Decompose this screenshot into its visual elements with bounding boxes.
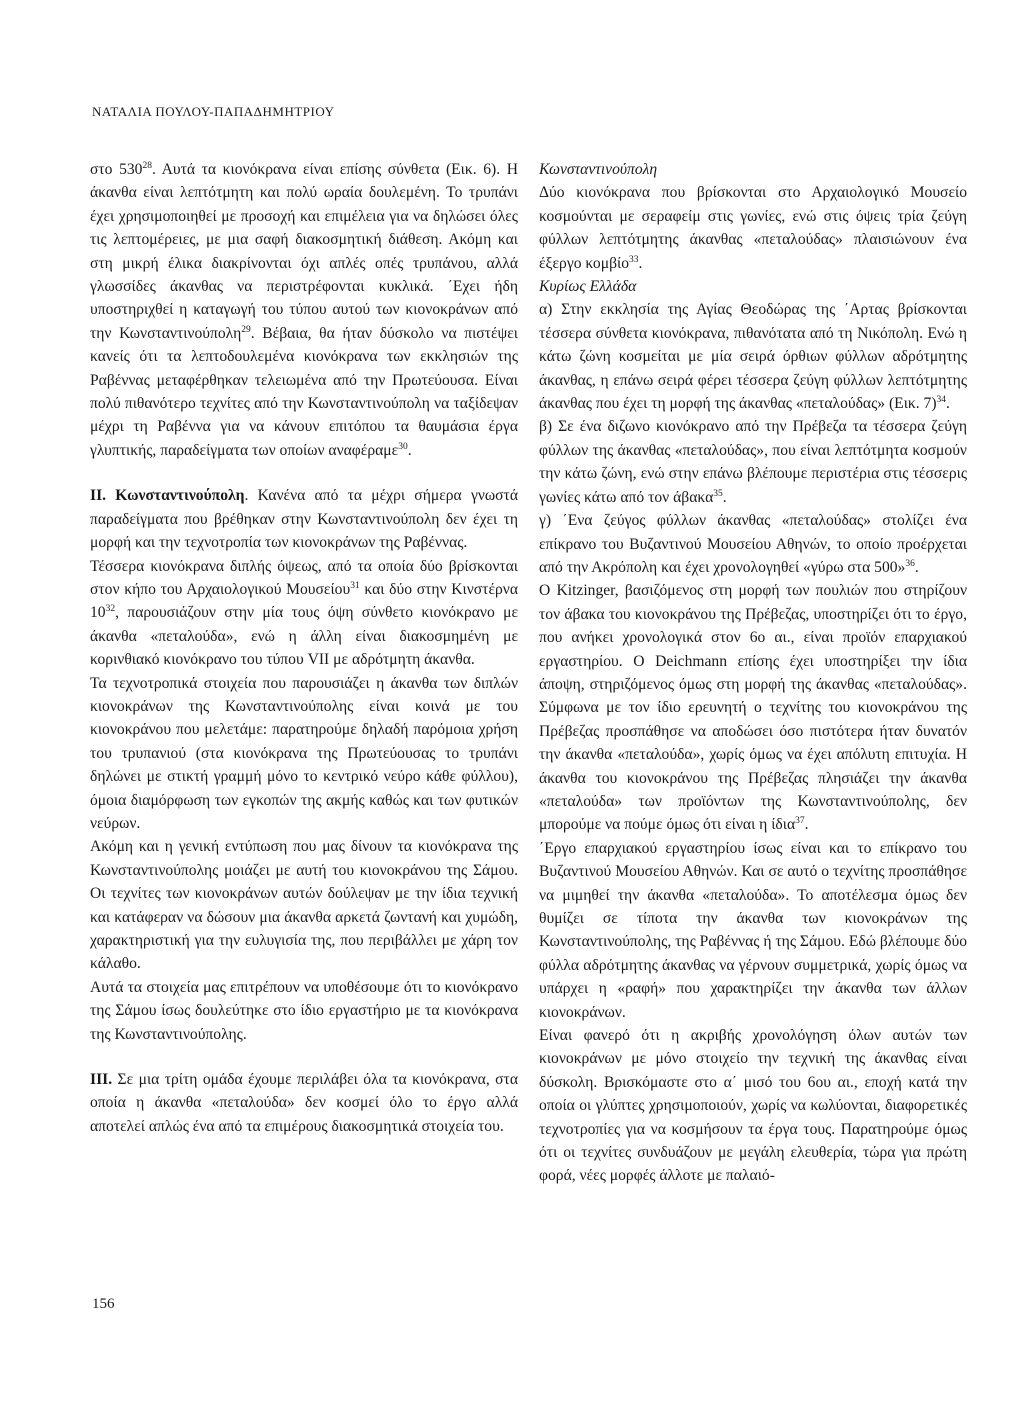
footnote-ref: 30 xyxy=(398,441,408,452)
right-column xyxy=(539,158,967,1188)
footnote-ref: 35 xyxy=(713,488,723,499)
footnote-ref: 32 xyxy=(105,604,116,615)
section-heading: ΙΙΙ. xyxy=(90,1071,113,1089)
footnote-ref: 33 xyxy=(629,254,639,265)
paragraph: Ο Kitzinger, βασιζόμενος στη μορφή των πουλιών που στηρίζουν τον άβακα του κιονοκράνου της Πρέβεζας, υποστηρίζει ότι το έργο, που ανήκει χρονολογικά στον 6ο αι., είναι προϊόν επαρχιακού εργαστηρίου. Ο Deichmann επίσης έχει υποστηρίξει την ίδια άποψη, στηριζόμενος όμως στη μορφή της άκανθας «πεταλούδας». Σύμφωνα με τον ίδιο ερευνητή ο τεχνίτης του κιονοκράνου της Πρέβεζας προσπάθησε να αποδώσει όσο πιστότερα ήταν δυνατόν την άκανθα «πεταλούδα», χωρίς όμως να έχει απόλυτη επιτυχία. Η άκανθα του κιονοκράνου της Πρέβεζας πλησιάζει την άκανθα «πεταλούδα» των προϊόντων της Κωνσταντινούπολης, δεν μπορούμε να πούμε όμως ότι είναι η ίδια$^{37}$. xyxy=(539,582,967,834)
paragraph: ΙΙΙ. Σε μια τρίτη ομάδα έχουμε περιλάβει όλα τα κιονόκρανα, στα οποία η άκανθα «πεταλούδα» δεν κοσμεί όλο το έργο αλλά αποτελεί απλώς ένα από τα επιμέρους διακοσμητικά στοιχεία του. xyxy=(90,1071,518,1135)
footnote-ref: 37 xyxy=(795,816,805,827)
paragraph: Είναι φανερό ότι η ακριβής χρονολόγηση όλων αυτών των κιονοκράνων με μόνο στοιχείο την τεχνική της άκανθας είναι δύσκολη. Βρισκόμαστε στο α΄ μισό του 6ου αι., εποχή κατά την οποία οι γλύπτες χρησιμοποιούν, χωρίς να κωλύονται, διαφορετικές τεχνοτροπίες για να κοσμήσουν τα έργα τους. Παρατηρούμε όμως ότι οι τεχνίτες συνδυάζουν με μεγάλη ελευθερία, τώρα για πρώτη φορά, νέες μορφές άλλοτε με παλαιό- xyxy=(539,1027,967,1185)
footnote-ref: 31 xyxy=(350,580,360,591)
paragraph: β) Σε ένα διζωνο κιονόκρανο από την Πρέβεζα τα τέσσερα ζεύγη φύλλων της άκανθας «πεταλούδας», που είναι λεπτότμητα κοσμούν την κάτω ζώνη, ενώ στην επάνω βλέπουμε περιστέρια στις τέσσερις γωνίες κάτω από τον άβακα$^{35}$. xyxy=(539,418,967,506)
footnote-ref: 29 xyxy=(241,324,251,335)
paragraph: Δύο κιονόκρανα που βρίσκονται στο Αρχαιολογικό Μουσείο κοσμούνται με σεραφείμ στις γωνίες, ενώ στις όψεις τρία ζεύγη φύλλων λεπτότμητης άκανθας «πεταλούδας» πλαισιώνουν ένα έξεργο κομβίο$^{33}$. xyxy=(539,184,967,272)
section-heading: ΙΙ. Κωνσταντινούπολη xyxy=(90,487,245,505)
footnote-ref: 36 xyxy=(905,558,915,569)
footnote-ref: 34 xyxy=(936,394,947,405)
paragraph: στο $530^{28}$. Αυτά τα κιονόκρανα είναι επίσης σύνθετα (Εικ. 6). Η άκανθα είναι λεπτότμητη και πολύ ωραία δουλεμένη. Το τρυπάνι έχει χρησιμοποιηθεί με προσοχή και επιμέλεια για να δηλώσει όλες τις λεπτομέρειες, με μια σαφή διακοσμητική διάθεση. Ακόμη και στη μικρή έλικα διακρίνονται όχι απλές οπές τρυπάνου, αλλά γλωσσίδες άκανθας να περιστρέφονται κυκλικά. ΄Εχει ήδη υποστηριχθεί η καταγωγή του τύπου αυτού των κιονοκράνων από την Κωνσταντινούπολη$^{29}$. Βέβαια, θα ήταν δύσκολο να πιστέψει κανείς ότι τα λεπτοδουλεμένα κιονόκρανα των εκκλησιών της Ραβέννας μεταφέρθηκαν τελειωμένα από την Πρωτεύουσα. Είναι πολύ πιθανότερο τεχνίτες από την Κωνσταντινούπολη να ταξίδεψαν μέχρι τη Ραβέννα για να κάνουν επιτόπου τα θαυμάσια έργα γλυπτικής, παραδείγματα των οποίων αναφέραμε$^{30}$. xyxy=(90,160,519,459)
page-number: 156 xyxy=(92,1296,115,1312)
paragraph: Τα τεχνοτροπικά στοιχεία που παρουσιάζει η άκανθα των διπλών κιονοκράνων της Κωνσταντινούπολης είναι κοινά με του κιονοκράνου που μελετάμε: παρατηρούμε δηλαδή παρόμοια χρήση του τρυπανιού (στα κιονόκρανα της Πρωτεύουσας το τρυπάνι δηλώνει με στικτή γραμμή μόνο το κεντρικό νεύρο κάθε φύλλου), όμοια διαμόρφωση των εγκοπών της ακμής καθώς και των φυτικών νεύρων. xyxy=(90,674,518,832)
paragraph: Τέσσερα κιονόκρανα διπλής όψεως, από τα οποία δύο βρίσκονται στον κήπο του Αρχαιολογικού Μουσείου$^{31}$ και δύο στην Κινστέρνα $10^{32}$, παρουσιάζουν στην μία τους όψη σύνθετο κιονόκρανο με άκανθα «πεταλούδα», ενώ η άλλη είναι διακοσμημένη με κορινθιακό κιονόκρανο του τύπου VII με αδρότμητη άκανθα. xyxy=(90,557,518,669)
paragraph: ΙΙ. Κωνσταντινούπολη. Κανένα από τα μέχρι σήμερα γνωστά παραδείγματα που βρέθηκαν στην Κωνσταντινούπολη δεν έχει τη μορφή και την τεχνοτροπία των κιονοκράνων της Ραβέννας. xyxy=(90,487,518,552)
paragraph: Αυτά τα στοιχεία μας επιτρέπουν να υποθέσουμε ότι το κιονόκρανο της Σάμου ίσως δουλεύτηκε στο ίδιο εργαστήριο με τα κιονόκρανα της Κωνσταντινούπολης. xyxy=(90,978,518,1043)
footnote-ref: 28 xyxy=(142,160,152,171)
left-column xyxy=(90,158,518,1138)
running-header: ΝΑΤΑΛΙΑ ΠΟΥΛΟΥ-ΠΑΠΑΔΗΜΗΤΡΙΟΥ xyxy=(92,104,335,119)
paragraph: α) Στην εκκλησία της Αγίας Θεοδώρας της ΄Αρτας βρίσκονται τέσσερα σύνθετα κιονόκρανα, πιθανότατα από τη Νικόπολη. Ενώ η κάτω ζώνη κοσμείται με μία σειρά όρθιων φύλλων αδρότμητης άκανθας, η επάνω σειρά φέρει τέσσερα ζεύγη φύλλων λεπτότμητης άκανθας που έχει τη μορφή της άκανθας «πεταλούδας» (Εικ. 7)$^{34}$. xyxy=(539,301,967,413)
paragraph: ΄Εργο επαρχιακού εργαστηρίου ίσως είναι και το επίκρανο του Βυζαντινού Μουσείου Αθηνών. Και σε αυτό ο τεχνίτης προσπάθησε να μιμηθεί την άκανθα «πεταλούδα». Το αποτέλεσμα όμως δεν θυμίζει σε τίποτα την άκανθα των κιονοκράνων της Κωνσταντινούπολης, της Ραβέννας ή της Σάμου. Εδώ βλέπουμε δύο φύλλα αδρότμητης άκανθας να γέρνουν συμμετρικά, χωρίς όμως να υπάρχει η «ραφή» που χαρακτηρίζει την άκανθα των άλλων κιονοκράνων. xyxy=(539,839,967,1021)
paragraph: γ) ΄Ενα ζεύγος φύλλων άκανθας «πεταλούδας» στολίζει ένα επίκρανο του Βυζαντινού Μουσείου Αθηνών, το οποίο προέρχεται από την Ακρόπολη και έχει χρονολογηθεί «γύρω στα 500»$^{36}$. xyxy=(539,512,967,576)
subheading: Κυρίως Ελλάδα xyxy=(539,278,637,296)
paragraph: Ακόμη και η γενική εντύπωση που μας δίνουν τα κιονόκρανα της Κωνσταντινούπολης μοιάζει με αυτή του κιονοκράνου της Σάμου. Οι τεχνίτες των κιονοκράνων αυτών δούλεψαν με την ίδια τεχνική και κατάφεραν να δώσουν μια άκανθα αρκετά ζωντανή και χυμώδη, χαρακτηριστική για την ευλυγισία της, που περιβάλλει με χάρη τον κάλαθο. xyxy=(90,838,518,973)
subheading: Κωνσταντινούπολη xyxy=(539,161,658,178)
